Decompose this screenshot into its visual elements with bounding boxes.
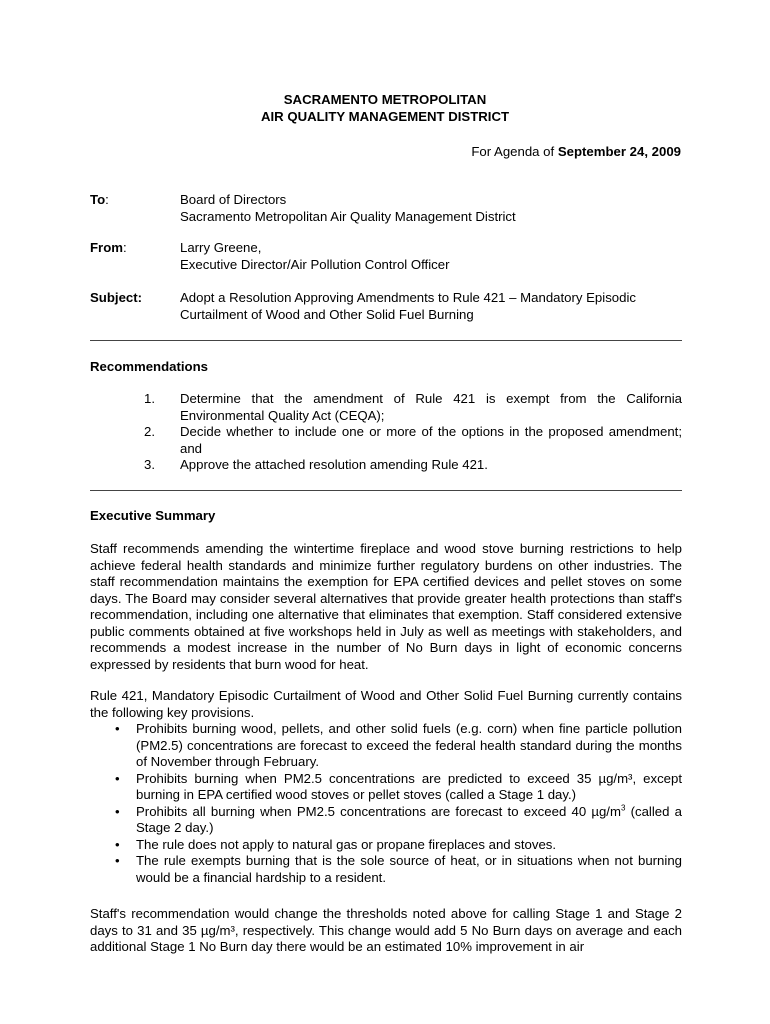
summary-paragraph-1: Staff recommends amending the wintertime fireplace and wood stove burning restrictions to help achieve federal health standards and minimize further regulatory burdens on other industries. The staff recommendation maintains the exemption for EPA certified devices and pellet stoves on some days. The Board may consider several alternatives that provide greater health protections than staff's recommendation, including one alternative that eliminates that exemption. Staff considered extensive public comments obtained at five workshops held in July as well as meetings with stakeholders, and recommends a modest increase in the number of No Burn days in light of economic concerns expressed by residents that burn wood for heat. — [90, 541, 682, 672]
subject-value — [180, 290, 680, 323]
subject-line1: Adopt a Resolution Approving Amendments to Rule 421 – Mandatory Episodic — [180, 290, 636, 305]
to-label-wrap — [90, 192, 109, 209]
superscript-3: 3 — [620, 803, 626, 813]
bullet-icon: • — [115, 721, 120, 736]
to-line1: Board of Directors — [180, 192, 287, 207]
bullet-icon: • — [115, 803, 120, 819]
from-line1: Larry Greene, — [180, 240, 262, 255]
from-label-wrap — [90, 240, 127, 257]
from-colon: : — [122, 240, 127, 255]
recommendation-number: 2. — [144, 424, 155, 439]
recommendation-text: Decide whether to include one or more of the options in the proposed amendment; and — [180, 424, 682, 456]
from-label: From — [90, 240, 123, 255]
recommendations-list — [90, 391, 682, 474]
executive-summary-heading: Executive Summary — [90, 508, 216, 523]
org-name-line2: AIR QUALITY MANAGEMENT DISTRICT — [260, 109, 510, 124]
letterhead — [0, 91, 770, 125]
provision-text: The rule exempts burning that is the sole source of heat, or in situations when not burning would be a financial hardship to a resident. — [136, 853, 682, 885]
to-label: To — [90, 192, 106, 207]
provisions-list — [90, 721, 682, 886]
from-line2: Executive Director/Air Pollution Control Officer — [180, 256, 450, 272]
provision-item — [90, 853, 682, 886]
subject-line2: Curtailment of Wood and Other Solid Fuel Burning — [180, 306, 474, 322]
recommendation-item — [90, 424, 682, 457]
summary-paragraph-2: Rule 421, Mandatory Episodic Curtailment of Wood and Other Solid Fuel Burning currently contains the following key provisions. — [90, 688, 682, 720]
provision-text: Prohibits burning wood, pellets, and other solid fuels (e.g. corn) when fine particle pollution (PM2.5) concentrations are forecast to exceed the federal health standard during the months of November through February. — [136, 721, 682, 769]
summary-paragraph-3: Staff's recommendation would change the thresholds noted above for calling Stage 1 and Stage 2 days to 31 and 35 µg/m³, respectively. This change would add 5 No Burn days on average and each additional Stage 1 No Burn day there would be an estimated 10% improvement in air — [90, 906, 682, 954]
bullet-icon: • — [115, 853, 120, 868]
recommendation-number: 3. — [144, 457, 155, 472]
recommendation-number: 1. — [144, 391, 155, 406]
org-name-line1: SACRAMENTO METROPOLITAN — [283, 92, 487, 107]
divider-middle — [90, 490, 682, 491]
agenda-prefix: For Agenda of — [471, 144, 558, 159]
recommendation-text: Approve the attached resolution amending Rule 421. — [180, 457, 488, 472]
recommendation-text: Determine that the amendment of Rule 421 is exempt from the California Environmental Quality Act (CEQA); — [180, 391, 682, 423]
from-value — [180, 240, 680, 273]
to-line2: Sacramento Metropolitan Air Quality Management District — [180, 208, 516, 224]
recommendation-item — [90, 457, 682, 474]
bullet-icon: • — [115, 770, 120, 786]
provision-item — [90, 804, 682, 837]
recommendations-heading: Recommendations — [90, 359, 208, 374]
provision-item — [90, 837, 682, 854]
provision-text: Prohibits burning when PM2.5 concentrations are predicted to exceed 35 µg/m³, except burning in EPA certified wood stoves or pellet stoves (called a Stage 1 day.) — [136, 770, 682, 802]
subject-label: Subject: — [90, 290, 143, 305]
provision-item — [90, 721, 682, 771]
to-colon: : — [105, 192, 109, 207]
recommendation-item — [90, 391, 682, 424]
provision-text: The rule does not apply to natural gas or propane fireplaces and stoves. — [136, 836, 557, 852]
agenda-date: September 24, 2009 — [557, 144, 681, 159]
divider-top — [90, 340, 682, 341]
bullet-icon: • — [115, 836, 120, 852]
provision-text-part: Prohibits all burning when PM2.5 concentrations are forecast to exceed 40 µg/m — [136, 803, 621, 819]
provision-item — [90, 771, 682, 804]
agenda-date-line — [471, 144, 681, 161]
provision-text-part: (called a Stage 2 day.) — [136, 803, 683, 835]
to-value — [180, 192, 680, 225]
